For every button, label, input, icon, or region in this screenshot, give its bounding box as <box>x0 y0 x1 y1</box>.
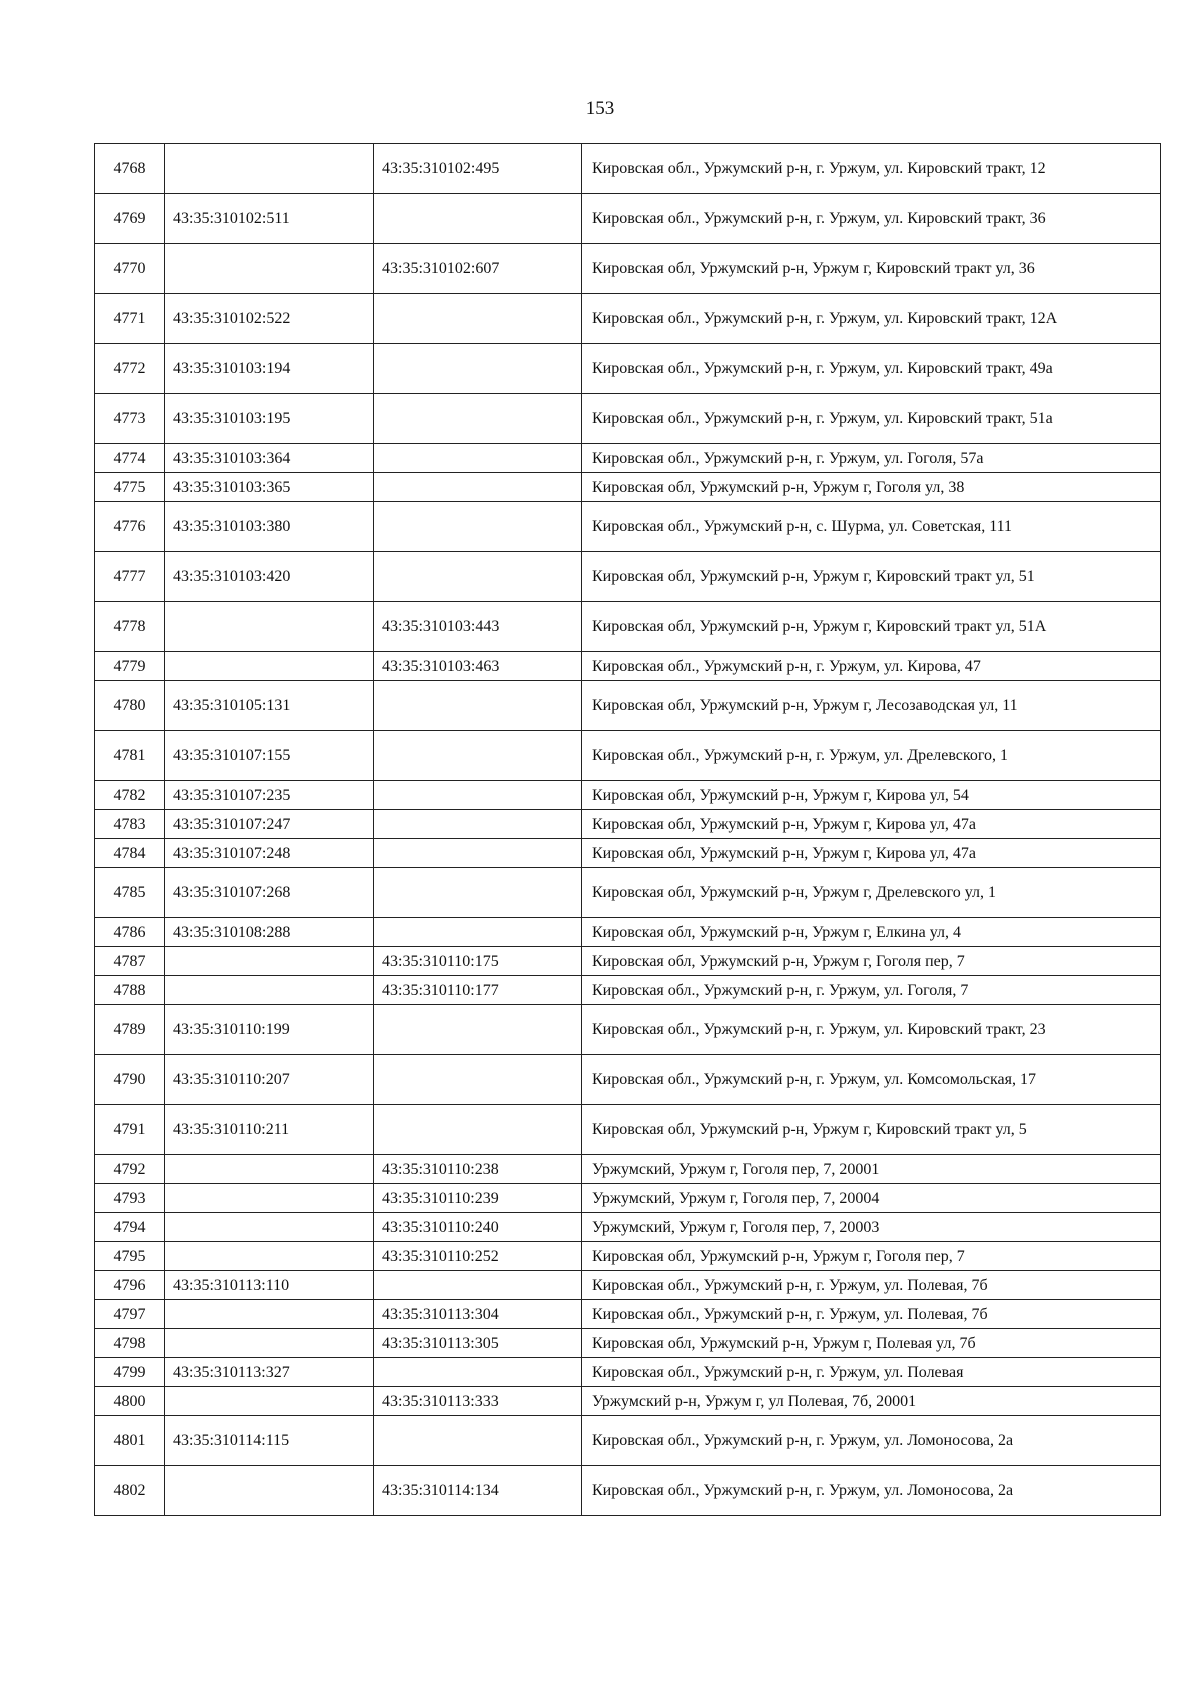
row-number: 4793 <box>95 1184 165 1213</box>
cadastral-number-alt-cell <box>374 1271 582 1300</box>
cadastral-number-alt-cell <box>374 294 582 344</box>
address-cell: Кировская обл, Уржумский р-н, Уржум г, Дрелевского ул, 1 <box>582 868 1161 918</box>
address-cell: Кировская обл., Уржумский р-н, г. Уржум, ул. Кировский тракт, 51а <box>582 394 1161 444</box>
cadastral-number-alt-cell <box>374 1005 582 1055</box>
cadastral-number-cell: 43:35:310102:511 <box>165 194 374 244</box>
table-row <box>95 731 1161 781</box>
row-number: 4789 <box>95 1005 165 1055</box>
address-cell: Кировская обл, Уржумский р-н, Уржум г, Кирова ул, 54 <box>582 781 1161 810</box>
cadastral-number-cell: 43:35:310103:365 <box>165 473 374 502</box>
cadastral-number-alt-cell: 43:35:310110:240 <box>374 1213 582 1242</box>
cadastral-number-cell: 43:35:310113:110 <box>165 1271 374 1300</box>
cadastral-number-alt-cell: 43:35:310114:134 <box>374 1466 582 1516</box>
row-number: 4785 <box>95 868 165 918</box>
row-number: 4801 <box>95 1416 165 1466</box>
table-row <box>95 918 1161 947</box>
cadastral-number-cell: 43:35:310103:195 <box>165 394 374 444</box>
row-number: 4797 <box>95 1300 165 1329</box>
cadastral-number-cell: 43:35:310110:211 <box>165 1105 374 1155</box>
table-row <box>95 1184 1161 1213</box>
row-number: 4784 <box>95 839 165 868</box>
cadastral-number-cell <box>165 652 374 681</box>
row-number: 4798 <box>95 1329 165 1358</box>
row-number: 4794 <box>95 1213 165 1242</box>
table-row <box>95 947 1161 976</box>
row-number: 4796 <box>95 1271 165 1300</box>
row-number: 4769 <box>95 194 165 244</box>
address-cell: Кировская обл., Уржумский р-н, г. Уржум, ул. Полевая, 7б <box>582 1271 1161 1300</box>
table-row <box>95 1300 1161 1329</box>
table-row <box>95 1055 1161 1105</box>
page-number: 153 <box>585 98 615 119</box>
cadastral-number-cell: 43:35:310113:327 <box>165 1358 374 1387</box>
cadastral-number-alt-cell: 43:35:310113:333 <box>374 1387 582 1416</box>
row-number: 4800 <box>95 1387 165 1416</box>
table-row <box>95 344 1161 394</box>
address-cell: Уржумский, Уржум г, Гоголя пер, 7, 20003 <box>582 1213 1161 1242</box>
cadastral-number-alt-cell: 43:35:310102:495 <box>374 144 582 194</box>
address-cell: Кировская обл, Уржумский р-н, Уржум г, Кирова ул, 47а <box>582 839 1161 868</box>
row-number: 4775 <box>95 473 165 502</box>
cadastral-number-alt-cell <box>374 1105 582 1155</box>
row-number: 4780 <box>95 681 165 731</box>
address-cell: Кировская обл, Уржумский р-н, Уржум г, Лесозаводская ул, 11 <box>582 681 1161 731</box>
address-cell: Кировская обл., Уржумский р-н, г. Уржум, ул. Кировский тракт, 12 <box>582 144 1161 194</box>
cadastral-number-cell: 43:35:310103:380 <box>165 502 374 552</box>
cadastral-number-cell: 43:35:310114:115 <box>165 1416 374 1466</box>
table-row <box>95 194 1161 244</box>
cadastral-number-alt-cell: 43:35:310103:443 <box>374 602 582 652</box>
address-cell: Кировская обл., Уржумский р-н, г. Уржум, ул. Кировский тракт, 49а <box>582 344 1161 394</box>
cadastral-number-alt-cell <box>374 473 582 502</box>
table-row <box>95 602 1161 652</box>
row-number: 4783 <box>95 810 165 839</box>
row-number: 4788 <box>95 976 165 1005</box>
cadastral-number-cell <box>165 244 374 294</box>
address-cell: Кировская обл, Уржумский р-н, Уржум г, Елкина ул, 4 <box>582 918 1161 947</box>
address-cell: Кировская обл, Уржумский р-н, Уржум г, Кировский тракт ул, 36 <box>582 244 1161 294</box>
cadastral-number-alt-cell: 43:35:310103:463 <box>374 652 582 681</box>
row-number: 4772 <box>95 344 165 394</box>
address-cell: Кировская обл, Уржумский р-н, Уржум г, Гоголя пер, 7 <box>582 1242 1161 1271</box>
address-cell: Кировская обл., Уржумский р-н, г. Уржум, ул. Дрелевского, 1 <box>582 731 1161 781</box>
row-number: 4782 <box>95 781 165 810</box>
table-row <box>95 1005 1161 1055</box>
cadastral-number-cell: 43:35:310105:131 <box>165 681 374 731</box>
address-cell: Кировская обл., Уржумский р-н, г. Уржум, ул. Полевая <box>582 1358 1161 1387</box>
table-row <box>95 810 1161 839</box>
cadastral-number-alt-cell <box>374 1416 582 1466</box>
cadastral-number-cell <box>165 947 374 976</box>
address-cell: Кировская обл., Уржумский р-н, г. Уржум, ул. Гоголя, 7 <box>582 976 1161 1005</box>
table-row <box>95 1329 1161 1358</box>
address-cell: Кировская обл., Уржумский р-н, г. Уржум, ул. Кировский тракт, 36 <box>582 194 1161 244</box>
cadastral-number-alt-cell: 43:35:310110:239 <box>374 1184 582 1213</box>
address-cell: Уржумский, Уржум г, Гоголя пер, 7, 20001 <box>582 1155 1161 1184</box>
cadastral-number-alt-cell: 43:35:310110:238 <box>374 1155 582 1184</box>
cadastral-number-cell <box>165 1329 374 1358</box>
row-number: 4792 <box>95 1155 165 1184</box>
address-cell: Кировская обл, Уржумский р-н, Уржум г, Кировский тракт ул, 5 <box>582 1105 1161 1155</box>
cadastral-number-cell: 43:35:310103:194 <box>165 344 374 394</box>
table-row <box>95 1213 1161 1242</box>
cadastral-number-alt-cell: 43:35:310102:607 <box>374 244 582 294</box>
address-cell: Кировская обл, Уржумский р-н, Уржум г, Кирова ул, 47а <box>582 810 1161 839</box>
cadastral-number-alt-cell <box>374 552 582 602</box>
cadastral-number-cell <box>165 1242 374 1271</box>
cadastral-number-cell <box>165 1466 374 1516</box>
address-cell: Кировская обл., Уржумский р-н, г. Уржум, ул. Ломоносова, 2а <box>582 1466 1161 1516</box>
address-cell: Кировская обл., Уржумский р-н, г. Уржум, ул. Кирова, 47 <box>582 652 1161 681</box>
cadastral-number-alt-cell <box>374 839 582 868</box>
table-row <box>95 1466 1161 1516</box>
table-row <box>95 1387 1161 1416</box>
cadastral-number-alt-cell: 43:35:310110:175 <box>374 947 582 976</box>
row-number: 4774 <box>95 444 165 473</box>
cadastral-number-alt-cell <box>374 502 582 552</box>
cadastral-number-alt-cell: 43:35:310110:177 <box>374 976 582 1005</box>
cadastral-number-cell <box>165 1387 374 1416</box>
cadastral-number-alt-cell: 43:35:310113:304 <box>374 1300 582 1329</box>
cadastral-number-alt-cell <box>374 444 582 473</box>
table-row <box>95 1358 1161 1387</box>
table-row <box>95 839 1161 868</box>
cadastral-number-cell: 43:35:310110:207 <box>165 1055 374 1105</box>
table-row <box>95 394 1161 444</box>
row-number: 4776 <box>95 502 165 552</box>
table-row <box>95 681 1161 731</box>
row-number: 4787 <box>95 947 165 976</box>
cadastral-number-alt-cell <box>374 868 582 918</box>
table-row <box>95 781 1161 810</box>
cadastral-table <box>94 143 1161 1516</box>
cadastral-number-alt-cell <box>374 344 582 394</box>
row-number: 4791 <box>95 1105 165 1155</box>
row-number: 4779 <box>95 652 165 681</box>
cadastral-number-alt-cell <box>374 1358 582 1387</box>
cadastral-number-cell <box>165 602 374 652</box>
address-cell: Кировская обл., Уржумский р-н, г. Уржум, ул. Кировский тракт, 23 <box>582 1005 1161 1055</box>
table-row <box>95 473 1161 502</box>
cadastral-number-cell <box>165 1213 374 1242</box>
cadastral-number-alt-cell <box>374 781 582 810</box>
address-cell: Кировская обл, Уржумский р-н, Уржум г, Полевая ул, 7б <box>582 1329 1161 1358</box>
table-row <box>95 868 1161 918</box>
table-row <box>95 1155 1161 1184</box>
cadastral-number-alt-cell <box>374 394 582 444</box>
cadastral-number-cell: 43:35:310103:420 <box>165 552 374 602</box>
address-cell: Кировская обл., Уржумский р-н, г. Уржум, ул. Гоголя, 57а <box>582 444 1161 473</box>
cadastral-number-cell: 43:35:310107:155 <box>165 731 374 781</box>
cadastral-number-cell <box>165 144 374 194</box>
cadastral-number-alt-cell: 43:35:310113:305 <box>374 1329 582 1358</box>
cadastral-number-cell <box>165 1184 374 1213</box>
table-row <box>95 244 1161 294</box>
table-row <box>95 144 1161 194</box>
row-number: 4768 <box>95 144 165 194</box>
address-cell: Кировская обл., Уржумский р-н, г. Уржум, ул. Комсомольская, 17 <box>582 1055 1161 1105</box>
address-cell: Уржумский р-н, Уржум г, ул Полевая, 7б, 20001 <box>582 1387 1161 1416</box>
table-row <box>95 976 1161 1005</box>
cadastral-number-alt-cell: 43:35:310110:252 <box>374 1242 582 1271</box>
cadastral-number-cell: 43:35:310103:364 <box>165 444 374 473</box>
table-row <box>95 1105 1161 1155</box>
cadastral-number-alt-cell <box>374 194 582 244</box>
cadastral-number-cell: 43:35:310107:247 <box>165 810 374 839</box>
cadastral-number-cell: 43:35:310107:248 <box>165 839 374 868</box>
row-number: 4778 <box>95 602 165 652</box>
table-row <box>95 552 1161 602</box>
row-number: 4777 <box>95 552 165 602</box>
address-cell: Кировская обл, Уржумский р-н, Уржум г, Гоголя ул, 38 <box>582 473 1161 502</box>
row-number: 4786 <box>95 918 165 947</box>
address-cell: Кировская обл., Уржумский р-н, г. Уржум, ул. Полевая, 7б <box>582 1300 1161 1329</box>
row-number: 4795 <box>95 1242 165 1271</box>
address-cell: Кировская обл., Уржумский р-н, с. Шурма, ул. Советская, 111 <box>582 502 1161 552</box>
cadastral-number-cell: 43:35:310107:235 <box>165 781 374 810</box>
cadastral-number-cell: 43:35:310110:199 <box>165 1005 374 1055</box>
cadastral-number-cell: 43:35:310107:268 <box>165 868 374 918</box>
cadastral-number-cell: 43:35:310108:288 <box>165 918 374 947</box>
row-number: 4799 <box>95 1358 165 1387</box>
table-body <box>95 144 1161 1516</box>
cadastral-number-cell <box>165 1300 374 1329</box>
cadastral-number-alt-cell <box>374 1055 582 1105</box>
table-row <box>95 444 1161 473</box>
row-number: 4790 <box>95 1055 165 1105</box>
address-cell: Кировская обл., Уржумский р-н, г. Уржум, ул. Кировский тракт, 12А <box>582 294 1161 344</box>
row-number: 4773 <box>95 394 165 444</box>
address-cell: Кировская обл., Уржумский р-н, г. Уржум, ул. Ломоносова, 2а <box>582 1416 1161 1466</box>
address-cell: Кировская обл, Уржумский р-н, Уржум г, Гоголя пер, 7 <box>582 947 1161 976</box>
cadastral-number-cell <box>165 1155 374 1184</box>
table-row <box>95 294 1161 344</box>
cadastral-number-alt-cell <box>374 918 582 947</box>
row-number: 4781 <box>95 731 165 781</box>
table-row <box>95 1271 1161 1300</box>
cadastral-number-cell: 43:35:310102:522 <box>165 294 374 344</box>
cadastral-number-alt-cell <box>374 731 582 781</box>
table-row <box>95 502 1161 552</box>
address-cell: Кировская обл, Уржумский р-н, Уржум г, Кировский тракт ул, 51А <box>582 602 1161 652</box>
address-cell: Уржумский, Уржум г, Гоголя пер, 7, 20004 <box>582 1184 1161 1213</box>
cadastral-number-alt-cell <box>374 810 582 839</box>
table-row <box>95 1242 1161 1271</box>
row-number: 4771 <box>95 294 165 344</box>
cadastral-number-cell <box>165 976 374 1005</box>
table-row <box>95 1416 1161 1466</box>
cadastral-number-alt-cell <box>374 681 582 731</box>
address-cell: Кировская обл, Уржумский р-н, Уржум г, Кировский тракт ул, 51 <box>582 552 1161 602</box>
row-number: 4770 <box>95 244 165 294</box>
row-number: 4802 <box>95 1466 165 1516</box>
table-row <box>95 652 1161 681</box>
